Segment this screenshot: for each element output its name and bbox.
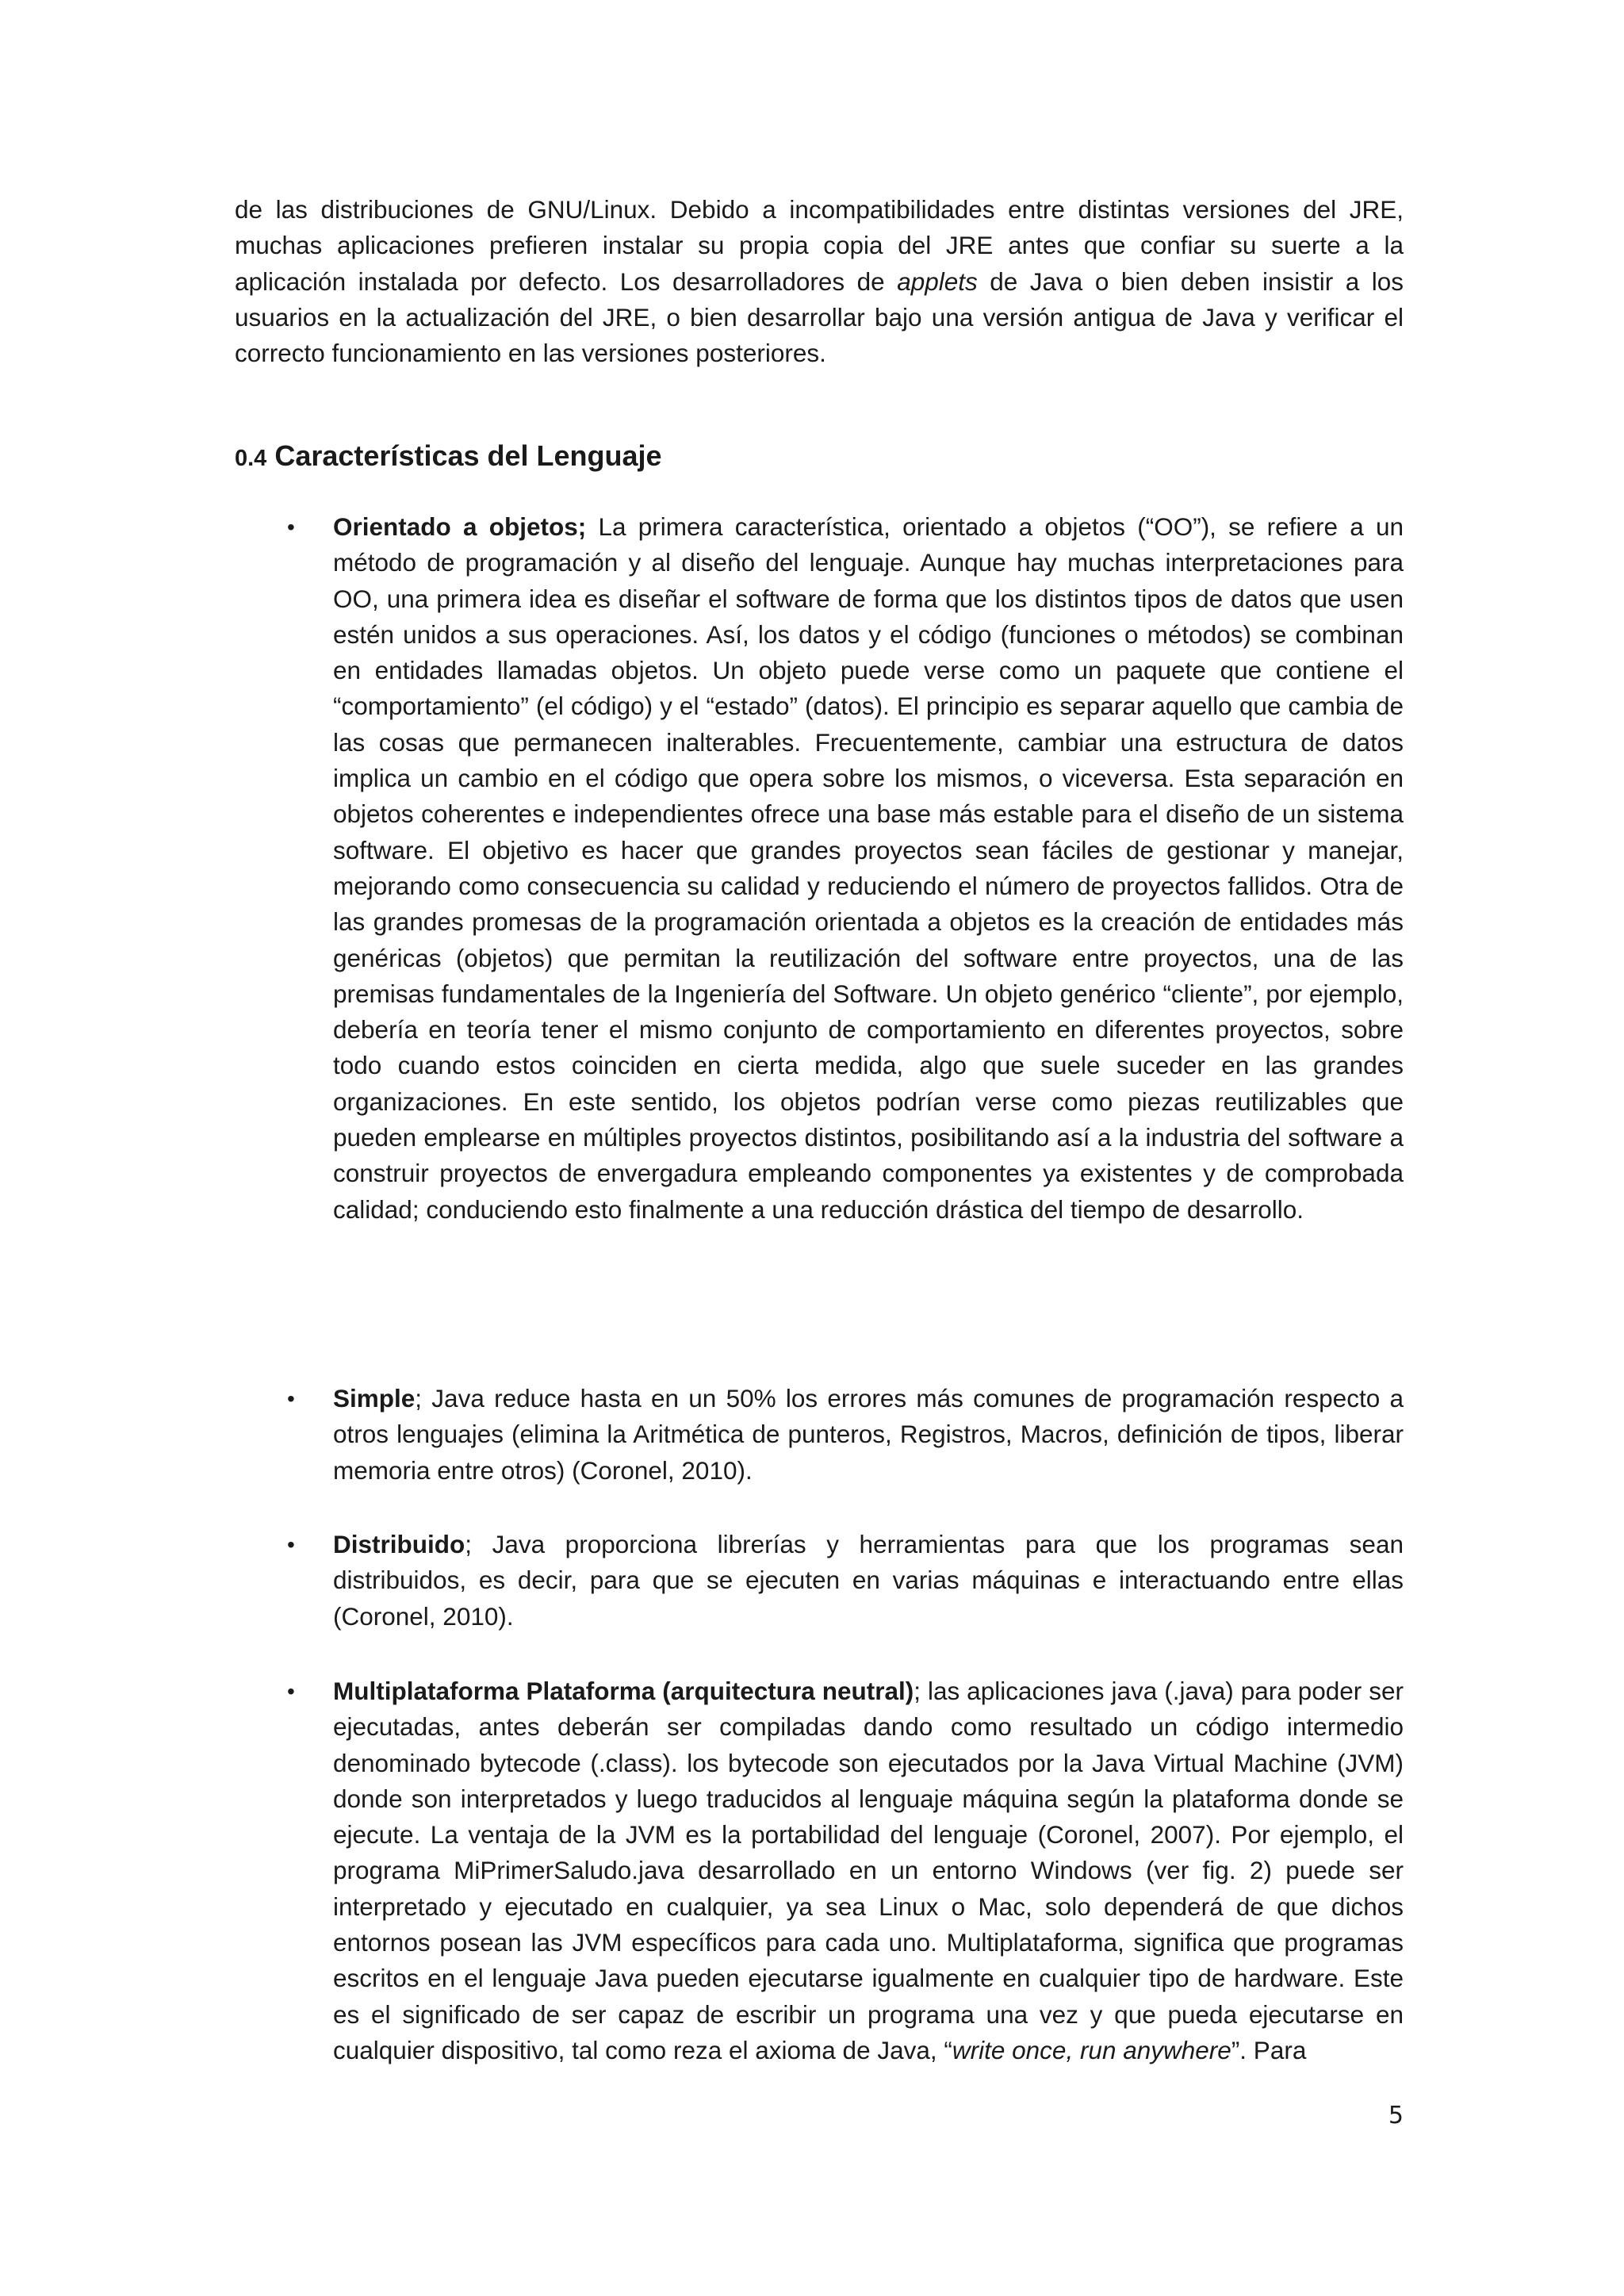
item-tail: ”. Para	[1231, 2035, 1307, 2064]
bullet-icon: •	[287, 1386, 295, 1411]
item-term: Multiplataforma Plataforma (arquitectura neutral)	[333, 1677, 914, 1705]
list-item-simple	[287, 1381, 1404, 1489]
item-term: Simple	[333, 1384, 416, 1412]
bullet-icon: •	[287, 1532, 295, 1557]
bullet-icon: •	[287, 1679, 295, 1704]
list-item-multiplataforma	[287, 1673, 1404, 2068]
list-item-orientado-a-objetos	[287, 509, 1404, 1228]
item-term: Distribuido	[333, 1530, 465, 1558]
item-text: ; Java reduce hasta en un 50% los errores más comunes de programación respecto a otros lenguajes (elimina la Aritmética de punteros, Registros, Macros, definición de tipos, liberar memoria entre otros) (Coronel, 2010).	[333, 1384, 1404, 1485]
section-heading	[235, 436, 662, 478]
item-italic-quote: write once, run anywhere	[952, 2035, 1231, 2064]
item-text: ; Java proporciona librerías y herramientas para que los programas sean distribuidos, es decir, para que se ejecuten en varias máquinas e interactuando entre ellas (Coronel, 2010).	[333, 1530, 1404, 1631]
intro-italic-term: applets	[897, 266, 978, 296]
intro-text-part2: de Java o bien deben insistir a los usuarios en la actualización del JRE, o bien desarrollar bajo una versión antigua de Java y verificar el correcto funcionamiento en las versiones posteriores.	[235, 266, 1404, 368]
page-number: 5	[1388, 2102, 1404, 2129]
item-text: ; las aplicaciones java (.java) para poder ser ejecutadas, antes deberán ser compiladas dando como resultado un código intermedio denominado bytecode (.class). los bytecode son ejecutados por la Java Virtual Machine (JVM) donde son interpretados y luego traducidos al lenguaje máquina según la plataforma donde se ejecute. La ventaja de la JVM es la portabilidad del lenguaje (Coronel, 2007). Por ejemplo, el programa MiPrimerSaludo.java desarrollado en un entorno Windows (ver fig. 2) puede ser interpretado y ejecutado en cualquier, ya sea Linux o Mac, solo dependerá de que dichos entornos posean las JVM específicos para cada uno. Multiplataforma, significa que programas escritos en el lenguaje Java pueden ejecutarse igualmente en cualquier tipo de hardware. Este es el significado de ser capaz de escribir un programa una vez y que pueda ejecutarse en cualquier dispositivo, tal como reza el axioma de Java, “	[333, 1677, 1404, 2064]
section-title: Características del Lenguaje	[274, 439, 662, 472]
intro-paragraph	[235, 192, 1404, 371]
item-text: La primera característica, orientado a objetos (“OO”), se refiere a un método de programación y al diseño del lenguaje. Aunque hay muchas interpretaciones para OO, una primera idea es diseñar el software de forma que los distintos tipos de datos que usen estén unidos a sus operaciones. Así, los datos y el código (funciones o métodos) se combinan en entidades llamadas objetos. Un objeto puede verse como un paquete que contiene el “comportamiento” (el código) y el “estado” (datos). El principio es separar aquello que cambia de las cosas que permanecen inalterables. Frecuentemente, cambiar una estructura de datos implica un cambio en el código que opera sobre los mismos, o viceversa. Esta separación en objetos coherentes e independientes ofrece una base más estable para el diseño de un sistema software. El objetivo es hacer que grandes proyectos sean fáciles de gestionar y manejar, mejorando como consecuencia su calidad y reduciendo el número de proyectos fallidos. Otra de las grandes promesas de la programación orientada a objetos es la creación de entidades más genéricas (objetos) que permitan la reutilización del software entre proyectos, una de las premisas fundamentales de la Ingeniería del Software. Un objeto genérico “cliente”, por ejemplo, debería en teoría tener el mismo conjunto de comportamiento en diferentes proyectos, sobre todo cuando estos coinciden en cierta medida, algo que suele suceder en las grandes organizaciones. En este sentido, los objetos podrían verse como piezas reutilizables que pueden emplearse en múltiples proyectos distintos, posibilitando así a la industria del software a construir proyectos de envergadura empleando componentes ya existentes y de comprobada calidad; conduciendo esto finalmente a una reducción drástica del tiempo de desarrollo.	[333, 512, 1404, 1224]
bullet-icon: •	[287, 515, 295, 539]
intro-text-part1: de las distribuciones de GNU/Linux. Debido a incompatibilidades entre distintas versiones del JRE, muchas aplicaciones prefieren instalar su propia copia del JRE antes que confiar su suerte a la aplicación instalada por defecto. Los desarrolladores de	[235, 195, 1404, 296]
item-term: Orientado a objetos;	[333, 512, 587, 541]
section-number: 0.4	[235, 446, 267, 471]
list-item-distribuido	[287, 1527, 1404, 1635]
